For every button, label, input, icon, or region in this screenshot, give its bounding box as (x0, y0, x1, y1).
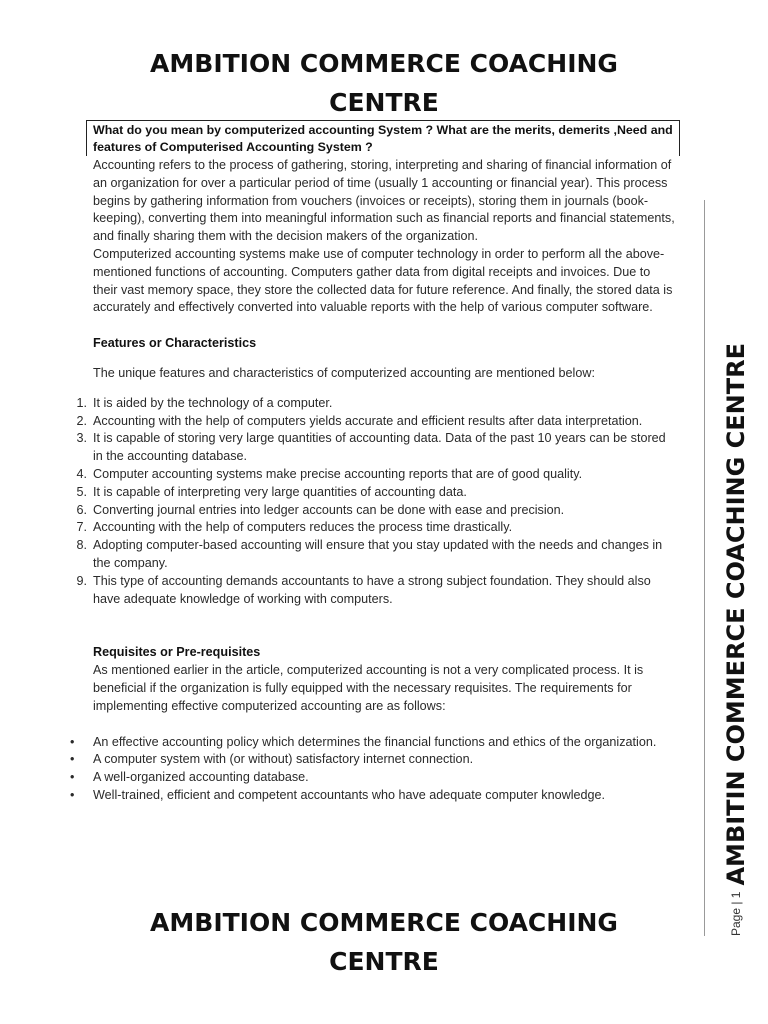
features-list (76, 395, 678, 609)
list-item: 1. It is aided by the technology of a computer. (76, 395, 333, 410)
sidebar-vertical-text (721, 343, 751, 936)
bullet-icon: • (70, 787, 75, 802)
sidebar-divider (704, 200, 705, 936)
list-item: 5. It is capable of interpreting very large quantities of accounting data. (76, 484, 467, 499)
page-title: AMBITION COMMERCE COACHING CENTRE (150, 49, 618, 117)
list-item: 7. Accounting with the help of computers reduces the process time drastically. (76, 520, 513, 535)
features-heading: Features or Characteristics (93, 336, 257, 351)
bullet-icon: • (70, 770, 75, 785)
sidebar-title: AMBITIN COMMERCE COACHING CENTRE (722, 343, 750, 886)
question-box: What do you mean by computerized accounting System ? What are the merits, demerits ,Need and features of Computerised Accounting System ? (86, 120, 680, 156)
page-number: Page | 1 (729, 891, 743, 936)
requisites-intro: As mentioned earlier in the article, computerized accounting is not a very complicated process. It is beneficial if the organization is fully equipped with the necessary requisites. The requirements for implementing effective computerized accounting are as follows: (93, 663, 644, 713)
intro-paragraph-2: Computerized accounting systems make use of computer technology in order to perform all the above-mentioned functions of accounting. Computers gather data from digital receipts and invoices. Due to their vast memory space, they store the collected data for future reference. And finally, the stored data is accurately and effectively converted into valuable reports with the help of various computer software. (93, 246, 673, 315)
requisites-heading: Requisites or Pre-requisites (93, 645, 261, 660)
list-item: • A well-organized accounting database. (93, 769, 678, 787)
features-intro: The unique features and characteristics of computerized accounting are mentioned below: (93, 365, 595, 380)
list-item: 6. Converting journal entries into ledger accounts can be done with ease and precision. (76, 502, 565, 517)
requisites-list (70, 734, 678, 805)
list-item: • An effective accounting policy which determines the financial functions and ethics of the organization. (93, 734, 678, 752)
list-item: 3. It is capable of storing very large quantities of accounting data. Data of the past 10 years can be stored in the accounting database. (76, 431, 666, 464)
intro-paragraph-1: Accounting refers to the process of gathering, storing, interpreting and sharing of financial information of an organization for over a particular period of time (usually 1 accounting or financial year). This process begins by gathering information from vouchers (invoices or receipts), storing them in journals (book-keeping), converting them into meaningful information such as financial reports and financial statements, and finally sharing them with the decision makers of the organization. (93, 158, 675, 244)
list-item: 2. Accounting with the help of computers yields accurate and efficient results after data interpretation. (76, 413, 643, 428)
list-item: 8. Adopting computer-based accounting will ensure that you stay updated with the needs and changes in the company. (76, 538, 663, 570)
footer-title: AMBITION COMMERCE COACHING CENTRE (150, 908, 618, 976)
bullet-icon: • (70, 734, 75, 749)
document-body (70, 157, 678, 805)
bullet-icon: • (70, 752, 75, 767)
list-item: 4. Computer accounting systems make precise accounting reports that are of good quality. (76, 466, 583, 481)
list-item: • Well-trained, efficient and competent accountants who have adequate computer knowledge. (93, 787, 678, 805)
list-item: • A computer system with (or without) satisfactory internet connection. (93, 751, 678, 769)
list-item: 9. This type of accounting demands accountants to have a strong subject foundation. They should also have adequate knowledge of working with computers. (76, 573, 651, 606)
